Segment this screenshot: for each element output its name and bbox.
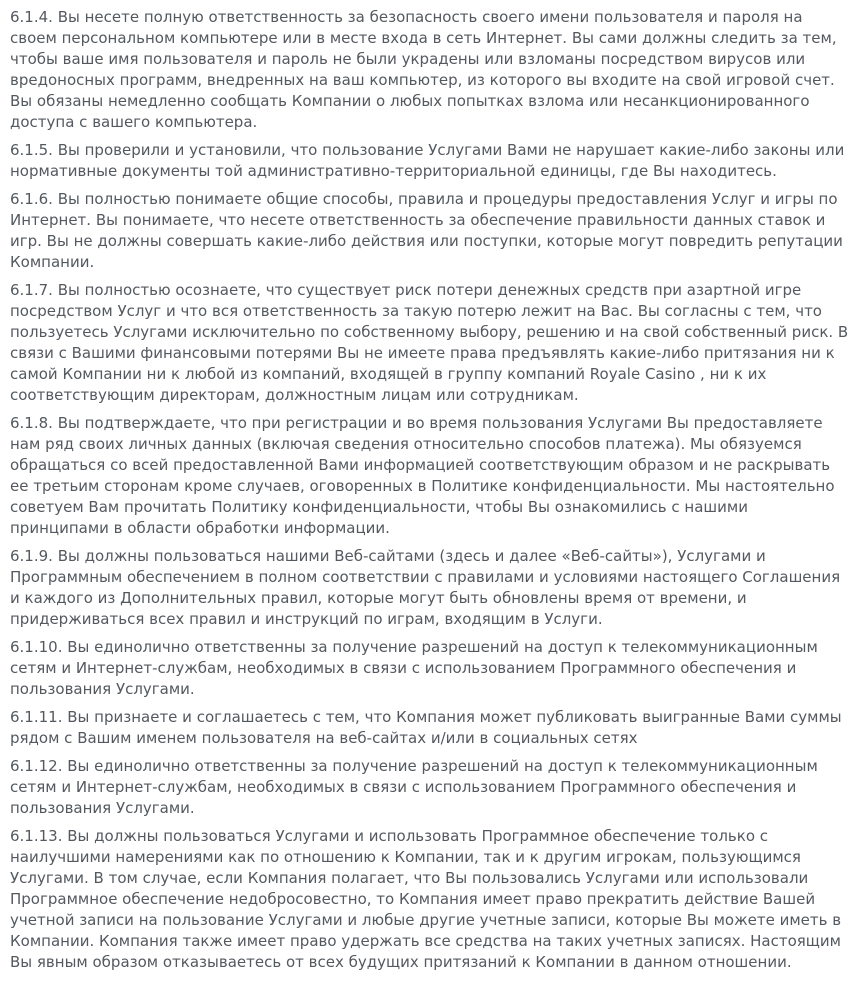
clause-text: Вы полностью осознаете, что существует риск потери денежных средств при азартной игре посредством Услуг и что вся ответственность за такую потерю лежит на Вас. Вы согласны с тем, что пользуетесь Услугами исключительно по собственному выбору, решению и на свой собственный риск. В связи с Вашими финансовыми потерями Вы не имеете права предъявлять какие-либо притязания ни к самой Компании ни к любой из компаний, входящей в группу компаний Royale Casino , ни к их соответствующим директорам, должностным лицам или сотрудникам. (10, 281, 849, 404)
clause-number: 6.1.8. (10, 414, 53, 432)
clause-text: Вы подтверждаете, что при регистрации и во время пользования Услугами Вы предоставляете нам ряд своих личных данных (включая сведения относительно способов платежа). Мы обязуемся обращаться со всей предоставленной Вами информацией соответствующим образом и не раскрывать ее третьим сторонам кроме случаев, оговоренных в Политике конфиденциальности. Мы настоятельно советуем Вам прочитать Политику конфиденциальности, чтобы Вы ознакомились с нашими принципами в области обработки информации. (10, 414, 835, 537)
clause-number: 6.1.4. (10, 8, 53, 26)
terms-paragraph-6-1-12 (10, 756, 850, 819)
terms-paragraph-6-1-11 (10, 707, 850, 749)
clause-number: 6.1.6. (10, 190, 53, 208)
clause-text: Вы должны пользоваться Услугами и использовать Программное обеспечение только с наилучшими намерениями как по отношению к Компании, так и к другим игрокам, пользующимся Услугами. В том случае, если Компания полагает, что Вы пользовались Услугами или использовали Программное обеспечение недобросовестно, то Компания имеет право прекратить действие Вашей учетной записи на пользование Услугами и любые другие учетные записи, которые Вы можете иметь в Компании. Компания также имеет право удержать все средства на таких учетных записях. Настоящим Вы явным образом отказываетесь от всех будущих притязаний к Компании в данном отношении. (10, 827, 842, 971)
terms-paragraph-6-1-8 (10, 413, 850, 539)
terms-paragraph-6-1-9 (10, 546, 850, 630)
terms-paragraph-6-1-13 (10, 826, 850, 973)
terms-paragraph-6-1-10 (10, 637, 850, 700)
terms-paragraph-6-1-5 (10, 140, 850, 182)
clause-number: 6.1.9. (10, 547, 53, 565)
clause-text: Вы полностью понимаете общие способы, правила и процедуры предоставления Услуг и игры по Интернет. Вы понимаете, что несете ответственность за обеспечение правильности данных ставок и игр. Вы не должны совершать какие-либо действия или поступки, которые могут повредить репутации Компании. (10, 190, 843, 271)
terms-paragraph-6-1-6 (10, 189, 850, 273)
clause-number: 6.1.7. (10, 281, 53, 299)
clause-text: Вы единолично ответственны за получение разрешений на доступ к телекоммуникационным сетям и Интернет-службам, необходимых в связи с использованием Программного обеспечения и пользования Услугами. (10, 757, 818, 817)
clause-text: Вы признаете и соглашаетесь с тем, что Компания может публиковать выигранные Вами суммы рядом с Вашим именем пользователя на веб-сайтах и/или в социальных сетях (10, 708, 842, 747)
clause-number: 6.1.11. (10, 708, 63, 726)
clause-text: Вы единолично ответственны за получение разрешений на доступ к телекоммуникационным сетям и Интернет-службам, необходимых в связи с использованием Программного обеспечения и пользования Услугами. (10, 638, 818, 698)
terms-paragraph-6-1-4 (10, 7, 850, 133)
clause-number: 6.1.10. (10, 638, 63, 656)
clause-text: Вы несете полную ответственность за безопасность своего имени пользователя и пароля на своем персональном компьютере или в месте входа в сеть Интернет. Вы сами должны следить за тем, чтобы ваше имя пользователя и пароль не были украдены или взломаны посредством вирусов или вредоносных программ, внедренных на ваш компьютер, из которого вы входите на свой игровой счет. Вы обязаны немедленно сообщать Компании о любых попытках взлома или несанкционированного доступа с вашего компьютера. (10, 8, 837, 131)
clause-number: 6.1.12. (10, 757, 63, 775)
terms-paragraph-6-1-7 (10, 280, 850, 406)
clause-number: 6.1.5. (10, 141, 53, 159)
clause-number: 6.1.13. (10, 827, 63, 845)
clause-text: Вы должны пользоваться нашими Веб-сайтами (здесь и далее «Веб-сайты»), Услугами и Программным обеспечением в полном соответствии с правилами и условиями настоящего Соглашения и каждого из Дополнительных правил, которые могут быть обновлены время от времени, и придерживаться всех правил и инструкций по играм, входящим в Услуги. (10, 547, 841, 628)
clause-text: Вы проверили и установили, что пользование Услугами Вами не нарушает какие-либо законы или нормативные документы той административно-территориальной единицы, где Вы находитесь. (10, 141, 845, 180)
